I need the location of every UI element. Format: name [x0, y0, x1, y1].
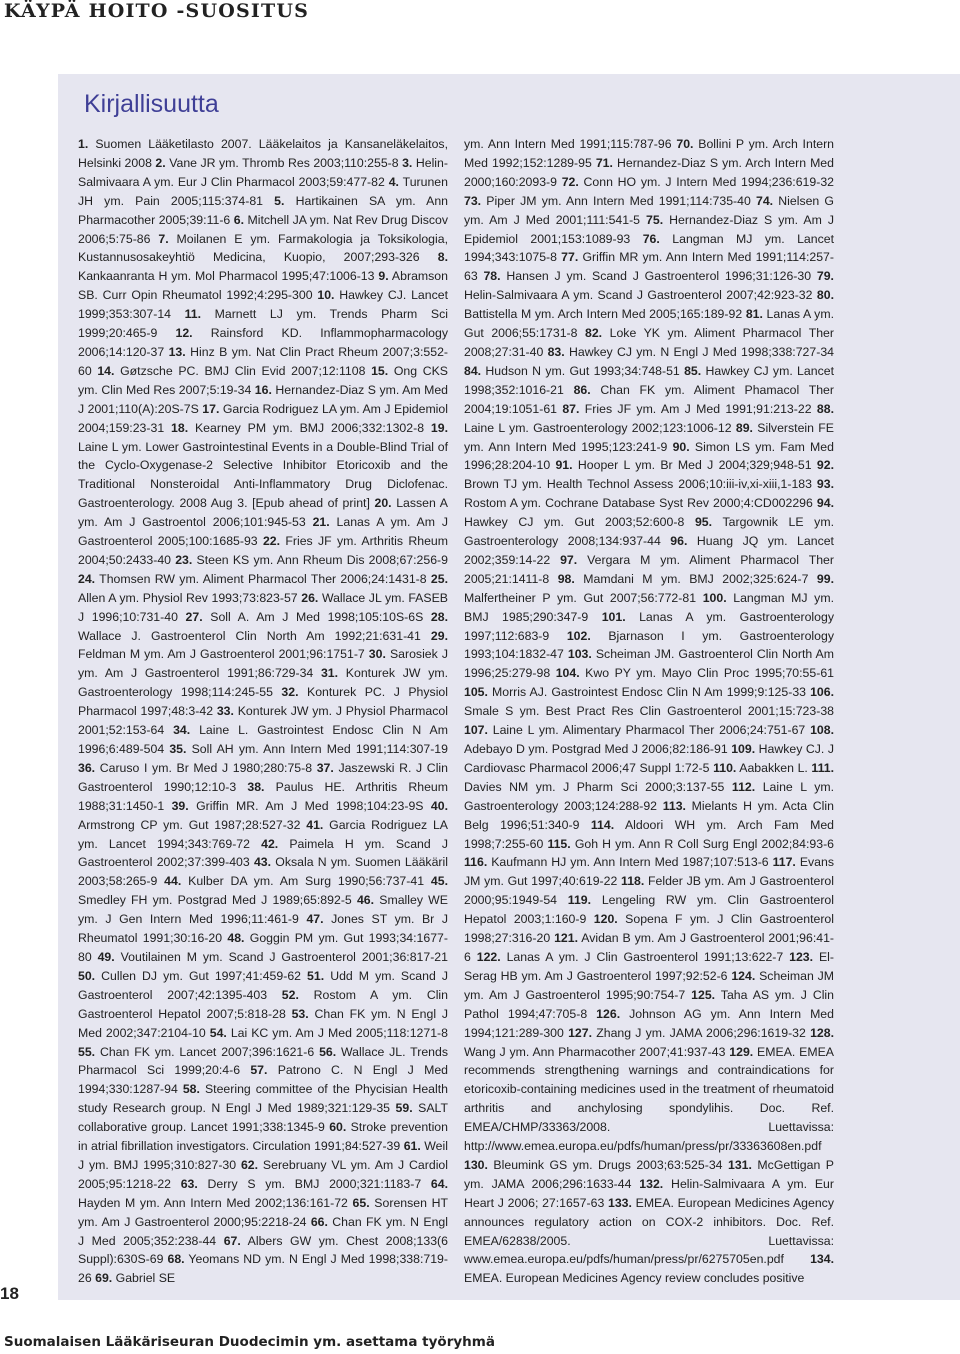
page-number: 18: [0, 1284, 19, 1303]
running-header: KÄYPÄ HOITO -SUOSITUS: [4, 0, 310, 22]
section-title: Kirjallisuutta: [84, 90, 219, 118]
references-column-right: ym. Ann Intern Med 1991;115:787-96 70. Bollini P ym. Arch Intern Med 1992;152:1289-95 71. Hernandez-Diaz S ym. Arch Intern Med 2000;160:2093-9 72. Conn HO ym. J Intern Med 1994;236:619-32 73. Piper JM ym. Ann Intern Med 1991;114:735-40 74. Nielsen G ym. Am J Med 2001;111:541-5 75. Hernandez-Diaz S ym. Am J Epidemiol 2001;153:1089-93 76. Langman MJ ym. Lancet 1994;343:1075-8 77. Griffin MR ym. Ann Intern Med 1991;114:257-63 78. Hansen J ym. Scand J Gastroenterol 1996;31:126-30 79. Helin-Salmivaara A ym. Scand J Gastroenterol 2007;42:923-32 80. Battistella M ym. Arch Intern Med 2005;165:189-92 81. Lanas A ym. Gut 2006;55:1731-8 82. Loke YK ym. Aliment Pharmacol Ther 2008;27:31-40 83. Hawkey CJ ym. N Engl J Med 1998;338:727-34 84. Hudson N ym. Gut 1993;34:748-51 85. Hawkey CJ ym. Lancet 1998;352:1016-21 86. Chan FK ym. Aliment Phamacol Ther 2004;19:1051-61 87. Fries JF ym. Am J Med 1991;91:213-22 88. Laine L ym. Gastroenterology 2002;123:1006-12 89. Silverstein FE ym. Ann Intern Med 1995;123:241-9 90. Simon LS ym. Fam Med 1996;28:204-10 91. Hooper L ym. Br Med J 2004;329;948-51 92. Brown TJ ym. Health Technol Assess 2006;10:iii-iv,xi-xiii,1-183 93. Rostom A ym. Cochrane Database Syst Rev 2000;4:CD002296 94. Hawkey CJ ym. Gut 2003;52:600-8 95. Targownik LE ym. Gastroenterology 2008;134:937-44 96. Huang JQ ym. Lancet 2002;359:14-22 97. Vergara M ym. Aliment Pharmacol Ther 2005;21:1411-8 98. Mamdani M ym. BMJ 2002;325:624-7 99. Malfertheiner P ym. Gut 2007;56:772-81 100. Langman MJ ym. BMJ 1985;290:347-9 101. Lanas A ym. Gastroenterology 1997;112:683-9 102. Bjarnason I ym. Gastroenterology 1993;104:1832-47 103. Scheiman JM. Gastroenterol Clin North Am 1996;25:279-98 104. Kwo PY ym. Mayo Clin Proc 1995;70:55-61 105. Morris AJ. Gastrointest Endosc Clin N Am 1999;9:125-33 106. Smale S ym. Best Pract Res Clin Gastroenterol 2001;15:723-38 107. Laine L ym. Alimentary Pharmacol Ther 2006;24:751-67 108. Adebayo D ym. Postgrad Med J 2006;82:186-91 109. Hawkey CJ. J Cardiovasc Pharmacol 2006;47 Suppl 1:72-5 110. Aabakken L. 111. Davies NM ym. J Pharm Sci 2000;3:137-55 112. Laine L ym. Gastroenterology 2003;124:288-92 113. Mielants H ym. Acta Clin Belg 1996;51:340-9 114. Aldoori WH ym. Arch Fam Med 1998;7:255-60 115. Goh H ym. Ann R Coll Surg Engl 2002;84:93-6 116. Kaufmann HJ ym. Ann Intern Med 1987;107:513-6 117. Evans JM ym. Gut 1997;40:619-22 118. Felder JB ym. Am J Gastroenterol 2000;95:1949-54 119. Lengeling RW ym. Clin Gastroenterol Hepatol 2003;1:160-9 120. Sopena F ym. J Clin Gastroenterol 1998;27:316-20 121. Avidan B ym. Am J Gastroenterol 2001;96:41-6 122. Lanas A ym. J Clin Gastroenterol 1991;13:622-7 123. El-Serag HB ym. Am J Gastroenterol 1997;92:52-6 124. Scheiman JM ym. Am J Gastroenterol 1995;90:754-7 125. Taha AS ym. J Clin Pathol 1994;47:705-8 126. Johnson AG ym. Ann Intern Med 1994;121:289-300 127. Zhang J ym. JAMA 2006;296:1619-32 128. Wang J ym. Ann Pharmacother 2007;41:937-43 129. EMEA. EMEA recommends strengthening warnings and contraindications for etoricoxib-containing medicines used in the treatment of rheumatoid arthritis and anchylosing spondylihis. Doc. Ref. EMEA/CHMP/33363/2008. Luettavissa: http://www.emea.europa.eu/pdfs/human/press/pr/33363608en.pdf 130. Bleumink GS ym. Drugs 2003;63:525-34 131. McGettigan P ym. JAMA 2006;296:1633-44 132. Helin-Salmivaara A ym. Eur Heart J 2006; 27:1657-63 133. EMEA. European Medicines Agency announces regulatory action on COX-2 inhibitors. Doc. Ref. EMEA/62838/2005. Luettavissa: www.emea.europa.eu/pdfs/human/press/pr/6275705en.pdf 134. EMEA. European Medicines Agency review concludes positive: [464, 137, 835, 1286]
references-column-left: 1. Suomen Lääketilasto 2007. Lääkelaitos ja Kansaneläkelaitos, Helsinki 2008 2. Vane JR ym. Thromb Res 2003;110:255-8 3. Helin-Salmivaara A ym. Eur J Clin Pharmacol 2003;59:477-82 4. Turunen JH ym. Pain 2005;115:374-81 5. Hartikainen SA ym. Ann Pharmacother 2005;39:11-6 6. Mitchell JA ym. Nat Rev Drug Discov 2006;5:75-86 7. Moilanen E ym. Farmakologia ja Toksikologia, Kustannusosakeyhtiö Medicina, Kuopio, 2007;293-326 8. Kankaanranta H ym. Mol Pharmacol 1995;47:1006-13 9. Abramson SB. Curr Opin Rheumatol 1992;4:295-300 10. Hawkey CJ. Lancet 1999;353:307-14 11. Marnett LJ ym. Trends Pharm Sci 1999;20:465-9 12. Rainsford KD. Inflammopharmacology 2006;14:120-37 13. Hinz B ym. Nat Clin Pract Rheum 2007;3:552-60 14. Gøtzsche PC. BMJ Clin Evid 2007;12:1108 15. Ong CKS ym. Clin Med Res 2007;5:19-34 16. Hernandez-Diaz S ym. Am Med J 2001;110(A):20S-7S 17. Garcia Rodriguez LA ym. Am J Epidemiol 2004;159:23-31 18. Kearney PM ym. BMJ 2006;332:1302-8 19. Laine L ym. Lower Gastrointestinal Events in a Double-Blind Trial of the Cyclo-Oxygenase-2 Selective Inhibitor Etoricoxib and the Traditional Nonsteroidal Anti-Inflammatory Drug Diclofenac. Gastroenterology. 2008 Aug 3. [Epub ahead of print] 20. Lassen A ym. Am J Gastroentol 2006;101:945-53 21. Lanas A ym. Am J Gastroenterol 2005;100:1685-93 22. Fries JF ym. Arthritis Rheum 2004;50:2433-40 23. Steen KS ym. Ann Rheum Dis 2008;67:256-9 24. Thomsen RW ym. Aliment Pharmacol Ther 2006;24:1431-8 25. Allen A ym. Physiol Rev 1993;73:823-57 26. Wallace JL ym. FASEB J 1996;10:731-40 27. Soll A. Am J Med 1998;105:10S-6S 28. Wallace J. Gastroenterol Clin North Am 1992;21:631-41 29. Feldman M ym. Am J Gastroenterol 2001;96:1751-7 30. Sarosiek J ym. Am J Gastroenterol 1991;86:729-34 31. Konturek JW ym. Gastroenterology 1998;114:245-55 32. Konturek PC. J Physiol Pharmacol 1997;48:3-42 33. Konturek JW ym. J Physiol Pharmacol 2001;52:153-64 34. Laine L. Gastrointest Endosc Clin N Am 1996;6:489-504 35. Soll AH ym. Ann Intern Med 1991;114:307-19 36. Caruso I ym. Br Med J 1980;280:75-8 37. Jaszewski R. J Clin Gastroenterol 1990;12:10-3 38. Paulus HE. Arthritis Rheum 1988;31:1450-1 39. Griffin MR. Am J Med 1998;104:23-9S 40. Armstrong CP ym. Gut 1987;28:527-32 41. Garcia Rodriguez LA ym. Lancet 1994;343:769-72 42. Paimela H ym. Scand J Gastroenterol 2002;37:399-403 43. Oksala N ym. Suomen Lääkäril 2003;58:265-9 44. Kulber DA ym. Am Surg 1990;56:737-41 45. Smedley FH ym. Postgrad Med J 1989;65:892-5 46. Smalley WE ym. J Gen Intern Med 1996;11:461-9 47. Jones ST ym. Br J Rheumatol 1991;30:16-20 48. Goggin PM ym. Gut 1993;34:1677-80 49. Voutilainen M ym. Scand J Gastroenterol 2001;36:817-21 50. Cullen DJ ym. Gut 1997;41:459-62 51. Udd M ym. Scand J Gastroenterol 2007;42:1395-403 52. Rostom A ym. Clin Gastroenterol Hepatol 2007;5:818-28 53. Chan FK ym. N Engl J Med 2002;347:2104-10 54. Lai KC ym. Am J Med 2005;118:1271-8 55. Chan FK ym. Lancet 2007;396:1621-6 56. Wallace JL. Trends Pharmacol Sci 1999;20:4-6 57. Patrono C. N Engl J Med 1994;330:1287-94 58. Steering committee of the Phycisian Health study Research group. N Engl J Med 1989;321:129-35 59. SALT collaborative group. Lancet 1991;338:1345-9 60. Stroke prevention in atrial fibrillation investigators. Circulation 1991;84:527-39 61. Weil J ym. BMJ 1995;310:827-30 62. Serebruany VL ym. Am J Cardiol 2005;95:1218-22 63. Derry S ym. BMJ 2000;321:1183-7 64. Hayden M ym. Ann Intern Med 2002;136:161-72 65. Sorensen HT ym. Am J Gastroenterol 2000;95:2218-24 66. Chan FK ym. N Engl J Med 2005;352:238-44 67. Albers GW ym. Chest 2008;133(6 Suppl):630S-69 68. Yeomans ND ym. N Engl J Med 1998;338:719-26 69. Gabriel SE: [78, 137, 449, 1286]
footer-text: Suomalaisen Lääkäriseuran Duodecimin ym. asettama työryhmä: [4, 1334, 495, 1350]
